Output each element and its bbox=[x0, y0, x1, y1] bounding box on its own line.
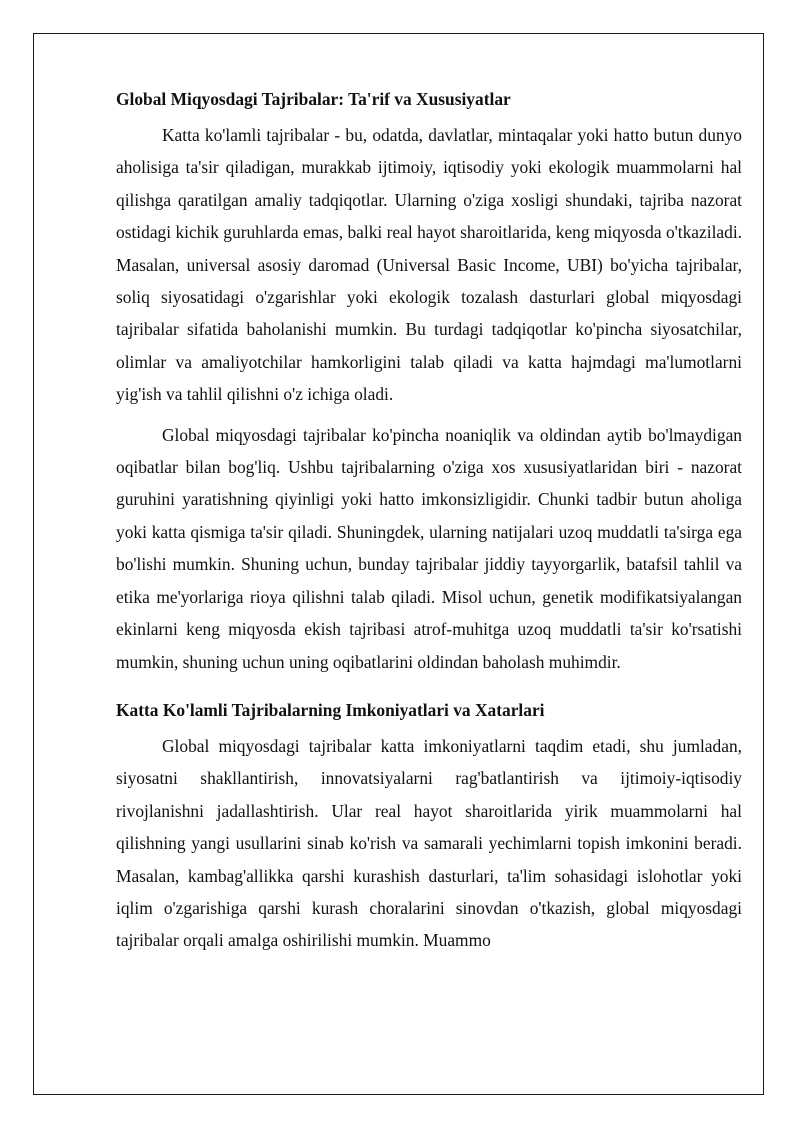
paragraph-opportunities-1: Global miqyosdagi tajribalar katta imkoniyatlarni taqdim etadi, shu jumladan, siyosatni shakllantirish, innovatsiyalarni rag'batlantirish va ijtimoiy-iqtisodiy rivojlanishni jadallashtirish. Ular real hayot sharoitlarida yirik muammolarni hal qilishning yangi usullarini sinab ko'rish va samarali yechimlarni topish imkonini beradi. Masalan, kambag'allikka qarshi kurashish dasturlari, ta'lim sohasidagi islohotlar yoki iqlim o'zgarishiga qarshi kurash choralarini sinovdan o'tkazish, global miqyosdagi tajribalar orqali amalga oshirilishi mumkin. Muammo bbox=[116, 735, 742, 951]
section-heading-definition: Global Miqyosdagi Tajribalar: Ta'rif va Xususiyatlar bbox=[116, 89, 511, 109]
document-body bbox=[116, 88, 742, 965]
paragraph-definition-2: Global miqyosdagi tajribalar ko'pincha noaniqlik va oldindan aytib bo'lmaydigan oqibatlar bilan bog'liq. Ushbu tajribalarning o'ziga xos xususiyatlaridan biri - nazorat guruhini yaratishning qiyinligi yoki hatto imkonsizligidir. Chunki tadbir butun aholiga yoki katta qismiga ta'sir qiladi. Shuningdek, ularning natijalari uzoq muddatli ta'sirga ega bo'lishi mumkin. Shuning uchun, bunday tajribalar jiddiy tayyorgarlik, batafsil tahlil va etika me'yorlariga rioya qilishni talab qiladi. Misol uchun, genetik modifikatsiyalangan ekinlarni keng miqyosda ekish tajribasi atrof-muhitga uzoq muddatli ta'sir ko'rsatishi mumkin, shuning uchun uning oqibatlarini oldindan baholash muhimdir. bbox=[116, 424, 742, 672]
paragraph-definition-1: Katta ko'lamli tajribalar - bu, odatda, davlatlar, mintaqalar yoki hatto butun dunyo aholisiga ta'sir qiladigan, murakkab ijtimoiy, iqtisodiy yoki ekologik muammolarni hal qilishga qaratilgan amaliy tadqiqotlar. Ularning o'ziga xosligi shundaki, tajriba nazorat ostidagi kichik guruhlarda emas, balki real hayot sharoitlarida, keng miqyosda o'tkaziladi. Masalan, universal asosiy daromad (Universal Basic Income, UBI) bo'yicha tajribalar, soliq siyosatidagi o'zgarishlar yoki ekologik tozalash dasturlari global miqyosdagi tajribalar sifatida baholanishi mumkin. Bu turdagi tadqiqotlar ko'pincha siyosatchilar, olimlar va amaliyotchilar hamkorligini talab qiladi va katta hajmdagi ma'lumotlarni yig'ish va tahlil qilishni o'z ichiga oladi. bbox=[116, 125, 742, 405]
section-heading-opportunities: Katta Ko'lamli Tajribalarning Imkoniyatlari va Xatarlari bbox=[116, 699, 545, 720]
